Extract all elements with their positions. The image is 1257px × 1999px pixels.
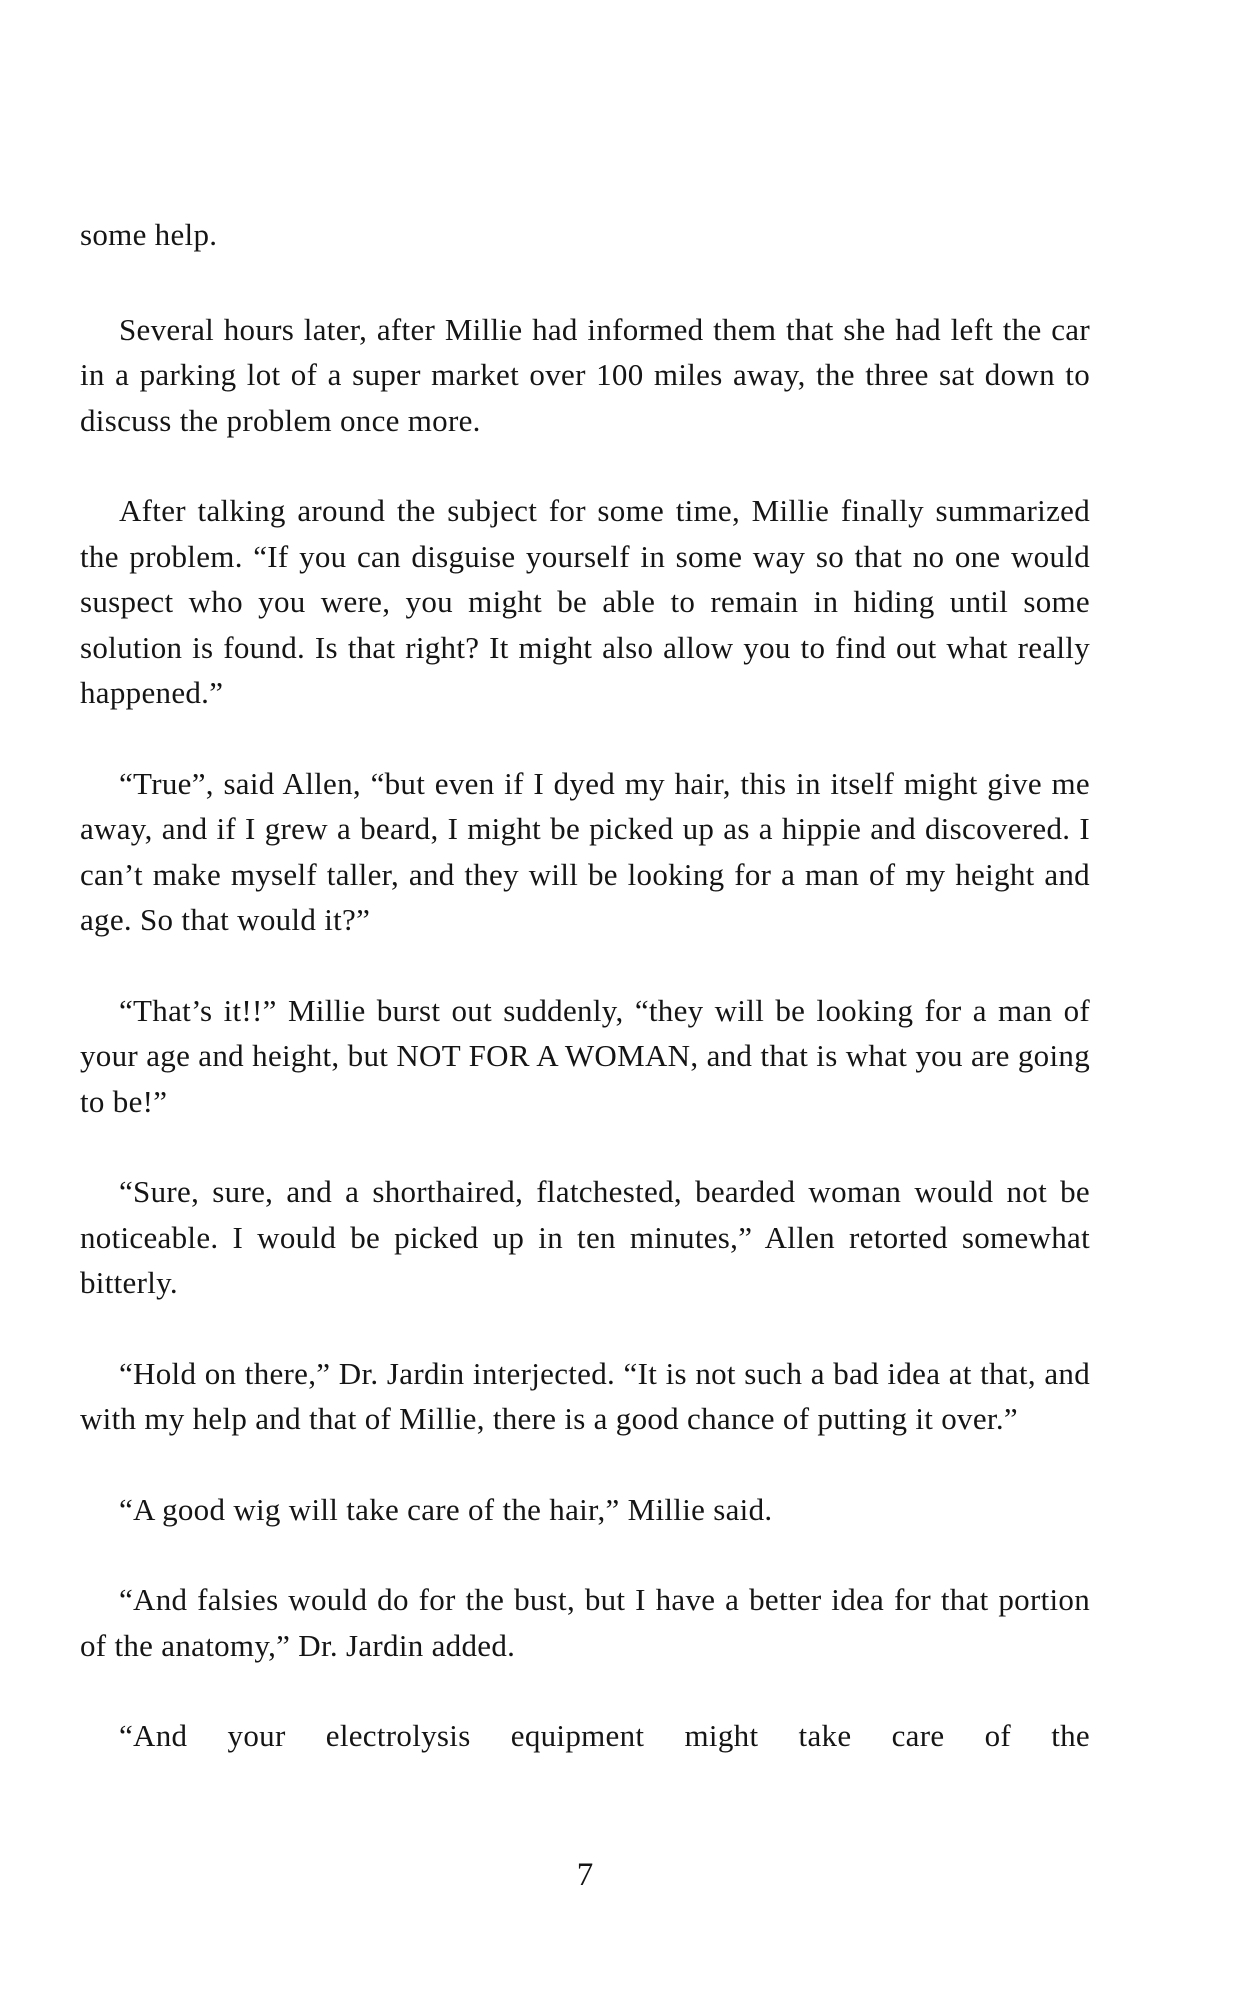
paragraph-3: After talking around the subject for some time, Millie finally summarized the problem. “If you can disguise yourself in some way so that no one would suspect who you were, you might be able to remain in hiding until some solution is found. Is that right? It might also allow you to find out what really happened.” <box>80 493 1090 710</box>
paragraph-1: some help. <box>80 217 218 252</box>
paragraph-7: “Hold on there,” Dr. Jardin interjected. “It is not such a bad idea at that, and with my help and that of Millie, there is a good chance of putting it over.” <box>80 1355 1090 1436</box>
paragraph-8: “A good wig will take care of the hair,” Millie said. <box>119 1491 773 1527</box>
page-body <box>80 212 1090 1804</box>
paragraph-9: “And falsies would do for the bust, but I have a better idea for that portion of the anatomy,” Dr. Jardin added. <box>80 1582 1090 1663</box>
page-number: 7 <box>576 1857 594 1893</box>
paragraph-2: Several hours later, after Millie had informed them that she had left the car in a parking lot of a super market over 100 miles away, the three sat down to discuss the problem once more. <box>80 311 1090 438</box>
paragraph-6: “Sure, sure, and a shorthaired, flatchested, bearded woman would not be noticeable. I would be picked up in ten minutes,” Allen retorted somewhat bitterly. <box>80 1174 1090 1300</box>
paragraph-10: “And your electrolysis equipment might take care of the <box>119 1718 1090 1753</box>
paragraph-5: “That’s it!!” Millie burst out suddenly, “they will be looking for a man of your age and height, but NOT FOR A WOMAN, and that is what you are going to be!” <box>80 992 1090 1119</box>
paragraph-4: “True”, said Allen, “but even if I dyed my hair, this in itself might give me away, and if I grew a beard, I might be picked up as a hippie and discovered. I can’t make myself taller, and they will be looking for a man of my height and age. So that would it?” <box>80 765 1090 937</box>
